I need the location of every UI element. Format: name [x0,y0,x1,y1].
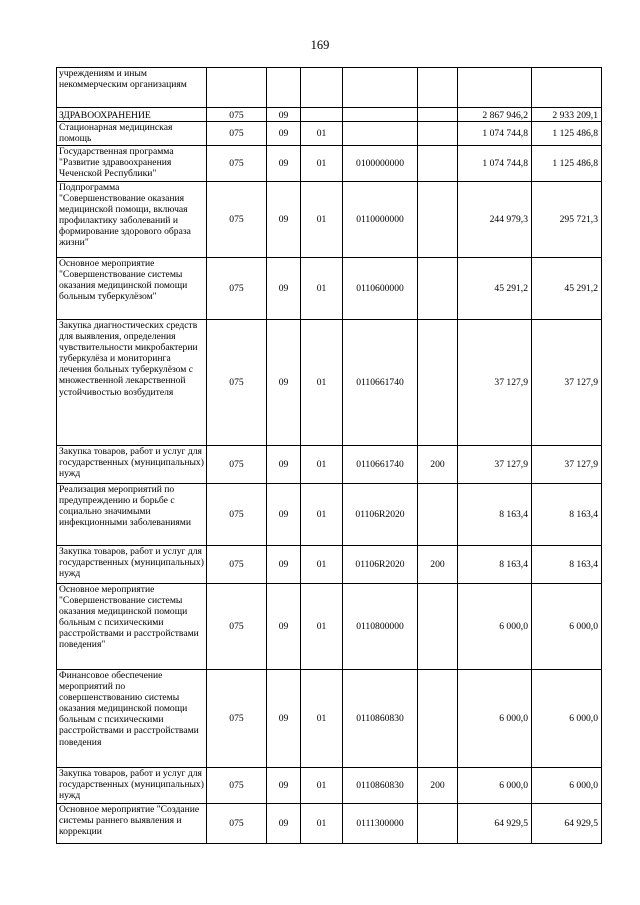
target-article-code: 0110600000 [343,258,418,320]
section-code: 09 [267,320,301,446]
target-article-code: 0110860830 [343,670,418,768]
table-row [57,546,602,584]
amount-year-1: 6 000,0 [458,584,532,670]
subsection-code: 01 [301,446,343,484]
subsection-code: 01 [301,122,343,146]
amount-year-2: 295 721,3 [532,182,602,258]
expense-type-code [418,68,458,108]
amount-year-2: 8 163,4 [532,546,602,584]
row-name: Закупка диагностических средств для выявления, определения чувствительности микробактерии туберкулёза и мониторинга лечения больных туберкулёзом с множественной лекарственной устойчивостью возбудителя [57,320,207,446]
ministry-code: 075 [207,546,267,584]
target-article-code [343,68,418,108]
expense-type-code [418,804,458,844]
subsection-code [301,108,343,122]
amount-year-1 [458,68,532,108]
row-name: Закупка товаров, работ и услуг для государственных (муниципальных) нужд [57,446,207,484]
row-name: учреждениям и иным некоммерческим организациям [57,68,207,108]
expense-type-code: 200 [418,446,458,484]
row-name: Реализация мероприятий по предупреждению и борьбе с социально значимыми инфекционными заболеваниями [57,484,207,546]
ministry-code: 075 [207,320,267,446]
amount-year-1: 45 291,2 [458,258,532,320]
section-code [267,68,301,108]
amount-year-2: 1 125 486,8 [532,122,602,146]
budget-table [56,67,602,844]
section-code: 09 [267,804,301,844]
amount-year-1: 1 074 744,8 [458,122,532,146]
amount-year-1: 37 127,9 [458,446,532,484]
amount-year-1: 64 929,5 [458,804,532,844]
expense-type-code: 200 [418,546,458,584]
amount-year-2: 64 929,5 [532,804,602,844]
table-row [57,68,602,108]
subsection-code: 01 [301,584,343,670]
ministry-code [207,68,267,108]
table-row [57,146,602,182]
ministry-code: 075 [207,670,267,768]
ministry-code: 075 [207,122,267,146]
row-name: Основное мероприятие "Совершенствование системы оказания медицинской помощи больным туберкулёзом" [57,258,207,320]
subsection-code: 01 [301,146,343,182]
section-code: 09 [267,108,301,122]
table-row [57,446,602,484]
ministry-code: 075 [207,484,267,546]
expense-type-code [418,122,458,146]
table-row [57,484,602,546]
target-article-code: 0110800000 [343,584,418,670]
amount-year-2: 6 000,0 [532,670,602,768]
amount-year-1: 244 979,3 [458,182,532,258]
ministry-code: 075 [207,768,267,804]
expense-type-code [418,108,458,122]
subsection-code: 01 [301,804,343,844]
subsection-code: 01 [301,320,343,446]
expense-type-code: 200 [418,768,458,804]
target-article-code: 0111300000 [343,804,418,844]
section-code: 09 [267,446,301,484]
table-row [57,768,602,804]
amount-year-2: 2 933 209,1 [532,108,602,122]
expense-type-code [418,584,458,670]
table-row [57,258,602,320]
ministry-code: 075 [207,804,267,844]
table-row [57,804,602,844]
subsection-code: 01 [301,484,343,546]
subsection-code: 01 [301,670,343,768]
target-article-code: 01106R2020 [343,546,418,584]
section-code: 09 [267,546,301,584]
ministry-code: 075 [207,258,267,320]
amount-year-2: 45 291,2 [532,258,602,320]
subsection-code: 01 [301,258,343,320]
amount-year-1: 6 000,0 [458,670,532,768]
ministry-code: 075 [207,182,267,258]
target-article-code: 0110000000 [343,182,418,258]
subsection-code: 01 [301,182,343,258]
amount-year-2: 37 127,9 [532,446,602,484]
amount-year-2: 37 127,9 [532,320,602,446]
expense-type-code [418,182,458,258]
section-code: 09 [267,768,301,804]
row-name: Стационарная медицинская помощь [57,122,207,146]
subsection-code: 01 [301,546,343,584]
table-row [57,584,602,670]
row-name: Закупка товаров, работ и услуг для государственных (муниципальных) нужд [57,768,207,804]
row-name: Основное мероприятие "Совершенствование системы оказания медицинской помощи больным с психическими расстройствами и расстройствами поведения" [57,584,207,670]
amount-year-2: 6 000,0 [532,768,602,804]
section-code: 09 [267,258,301,320]
page-number: 169 [310,38,330,52]
amount-year-1: 37 127,9 [458,320,532,446]
section-code: 09 [267,122,301,146]
expense-type-code [418,320,458,446]
table-row [57,670,602,768]
amount-year-1: 6 000,0 [458,768,532,804]
section-code: 09 [267,146,301,182]
target-article-code: 0110661740 [343,320,418,446]
amount-year-1: 8 163,4 [458,546,532,584]
row-name: ЗДРАВООХРАНЕНИЕ [57,108,207,122]
amount-year-2: 1 125 486,8 [532,146,602,182]
target-article-code: 0110860830 [343,768,418,804]
subsection-code [301,68,343,108]
target-article-code: 0110661740 [343,446,418,484]
amount-year-2: 6 000,0 [532,584,602,670]
table-row [57,320,602,446]
section-code: 09 [267,484,301,546]
amount-year-2 [532,68,602,108]
target-article-code: 0100000000 [343,146,418,182]
section-code: 09 [267,584,301,670]
section-code: 09 [267,182,301,258]
ministry-code: 075 [207,146,267,182]
table-body [57,68,602,844]
amount-year-1: 8 163,4 [458,484,532,546]
target-article-code: 01106R2020 [343,484,418,546]
target-article-code [343,108,418,122]
amount-year-2: 8 163,4 [532,484,602,546]
table-row [57,108,602,122]
target-article-code [343,122,418,146]
ministry-code: 075 [207,446,267,484]
table-row [57,122,602,146]
amount-year-1: 2 867 946,2 [458,108,532,122]
row-name: Финансовое обеспечение мероприятий по совершенствованию системы оказания медицинской помощи больным с психическими расстройствами и расстройствами поведения [57,670,207,768]
row-name: Закупка товаров, работ и услуг для государственных (муниципальных) нужд [57,546,207,584]
table-row [57,182,602,258]
row-name: Государственная программа "Развитие здравоохранения Чеченской Республики" [57,146,207,182]
expense-type-code [418,258,458,320]
ministry-code: 075 [207,584,267,670]
row-name: Подпрограмма "Совершенствование оказания медицинской помощи, включая профилактику заболеваний и формирование здорового образа жизни" [57,182,207,258]
section-code: 09 [267,670,301,768]
expense-type-code [418,484,458,546]
amount-year-1: 1 074 744,8 [458,146,532,182]
expense-type-code [418,670,458,768]
row-name: Основное мероприятие "Создание системы раннего выявления и коррекции [57,804,207,844]
ministry-code: 075 [207,108,267,122]
subsection-code: 01 [301,768,343,804]
expense-type-code [418,146,458,182]
